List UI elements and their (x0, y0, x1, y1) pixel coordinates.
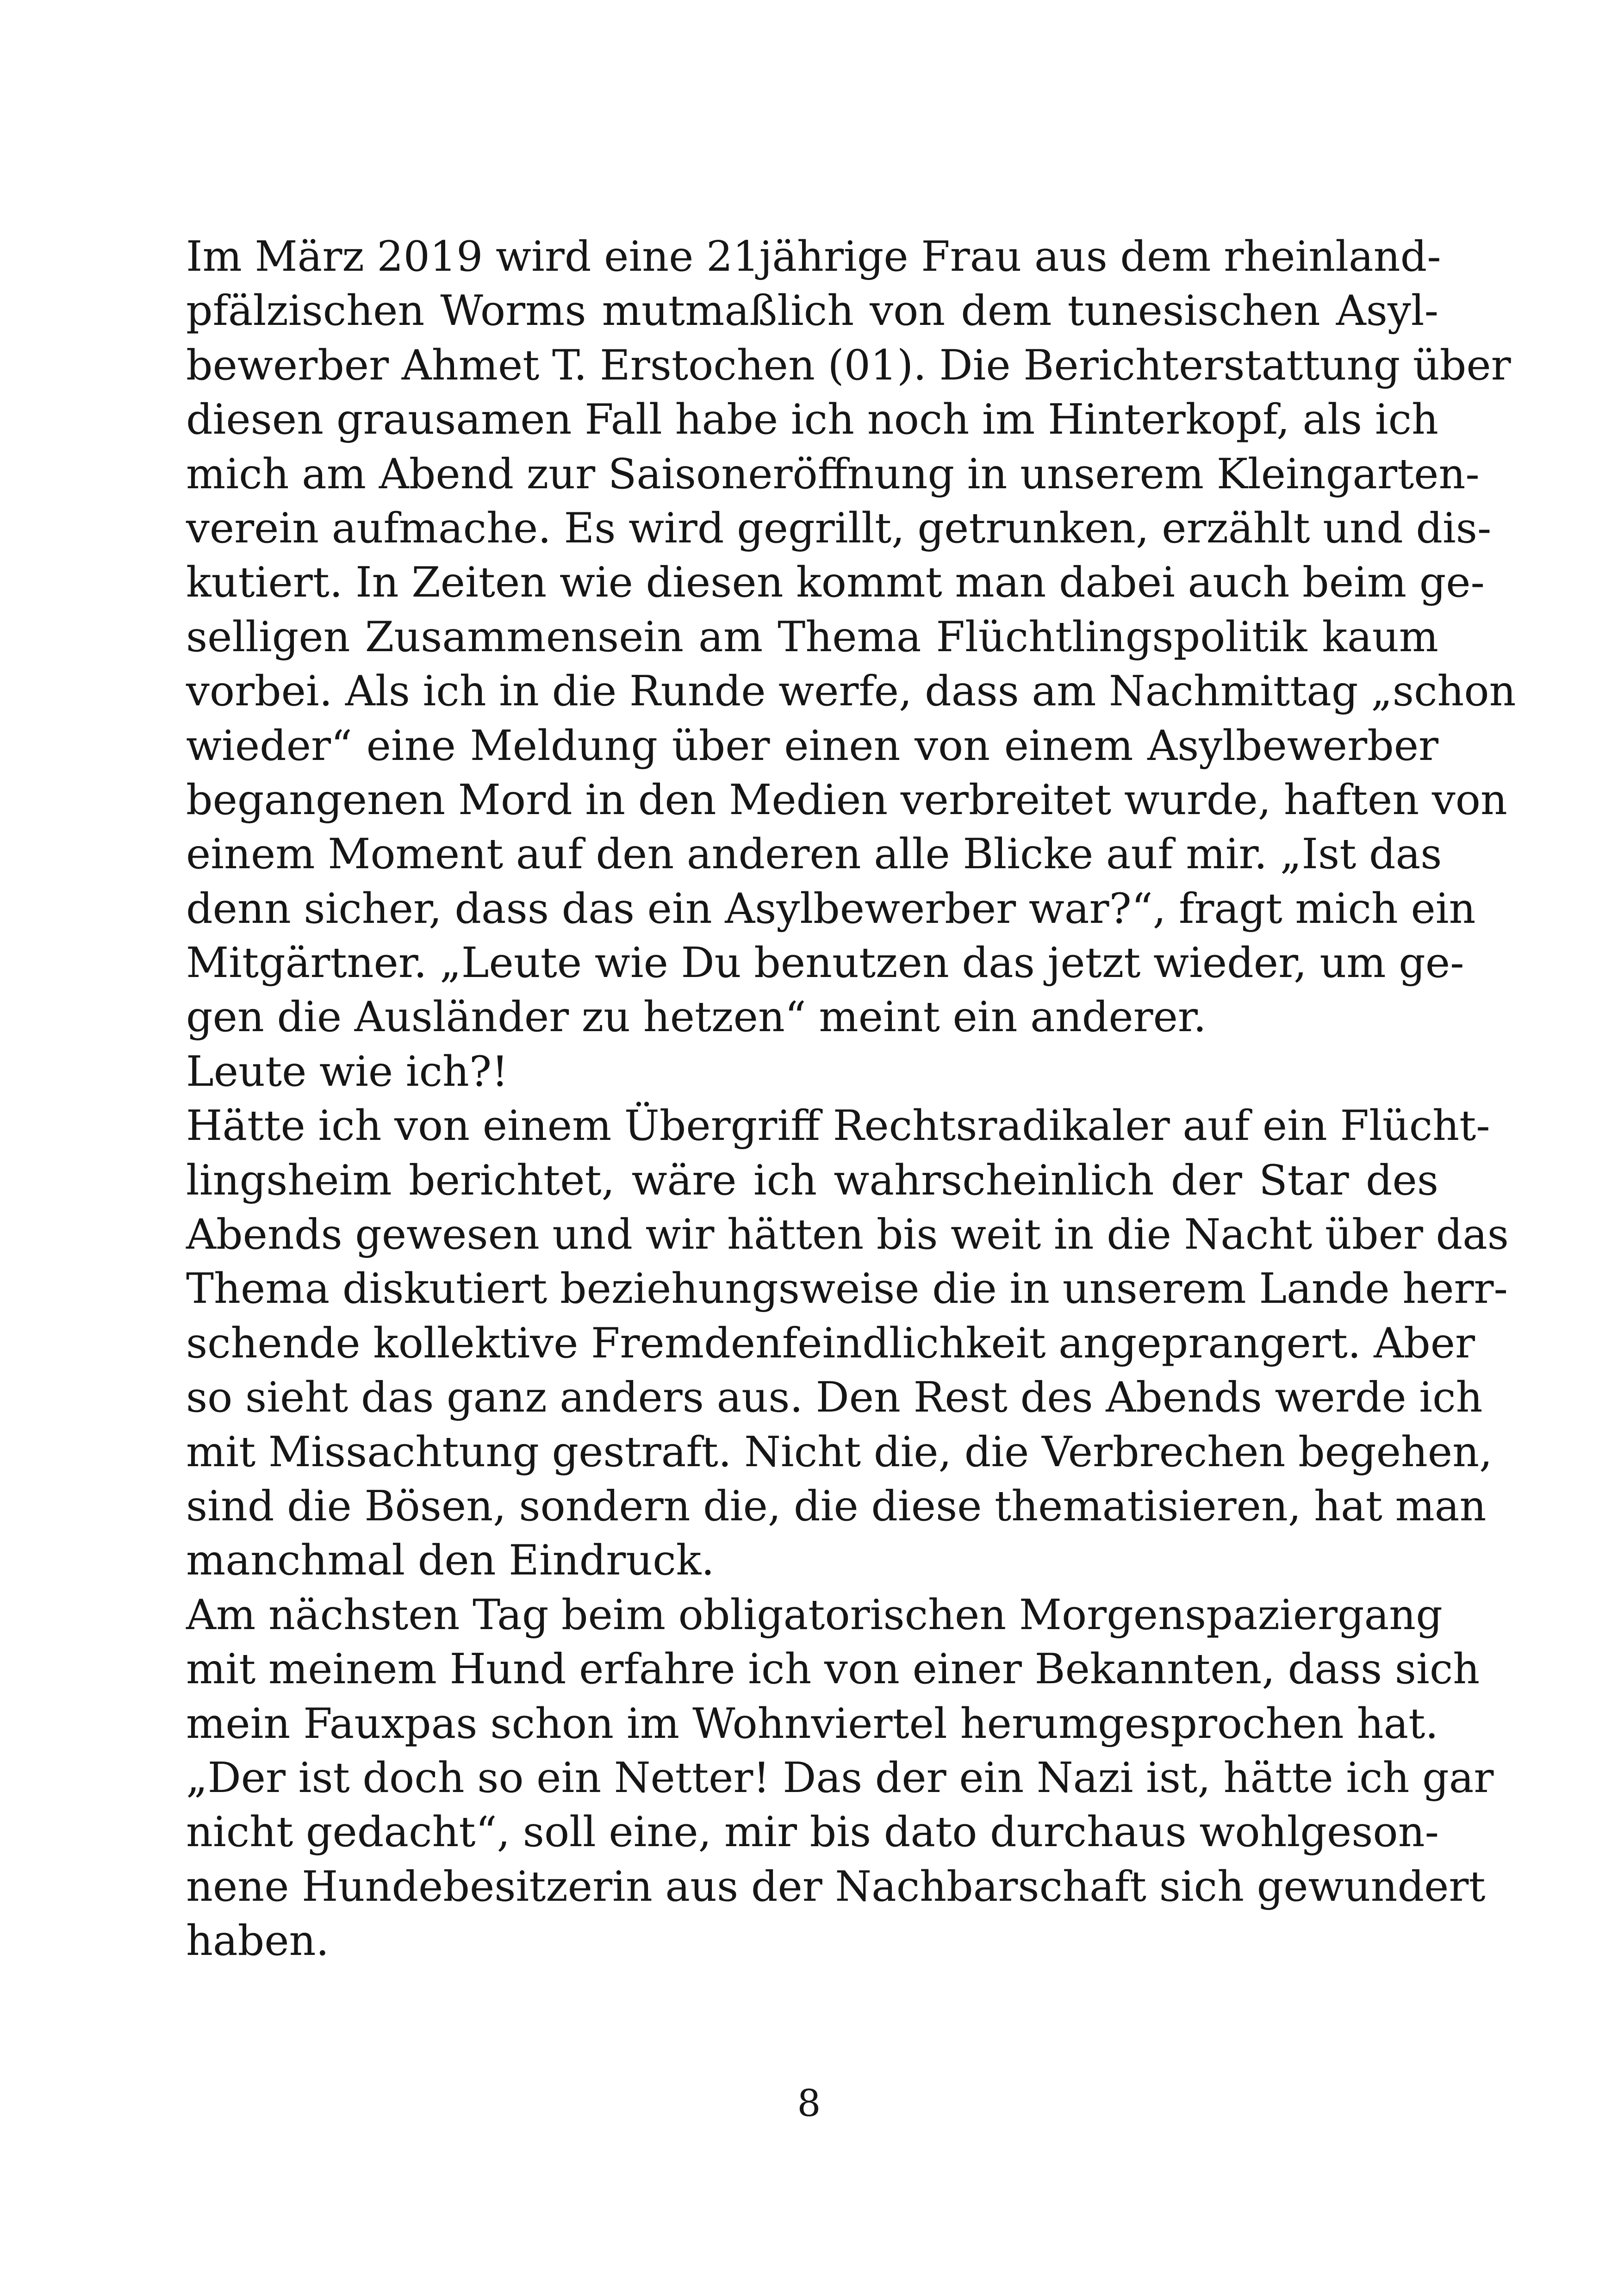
text-line: kutiert. In Zeiten wie diesen kommt man dabei auch beim ge- (186, 558, 1485, 607)
text-line: mit Missachtung gestraft. Nicht die, die Verbrechen begehen, (186, 1427, 1493, 1476)
text-line: haben. (186, 1916, 330, 1966)
text-line: schende kollektive Fremdenfeindlichkeit angeprangert. Aber (186, 1319, 1475, 1368)
text-line: einem Moment auf den anderen alle Blicke auf mir. „Ist das (186, 830, 1442, 879)
text-line: vorbei. Als ich in die Runde werfe, dass am Nachmittag „schon (186, 667, 1516, 716)
text-line: Mitgärtner. „Leute wie Du benutzen das jetzt wieder, um ge- (186, 939, 1464, 988)
text-line: „Der ist doch so ein Netter! Das der ein Nazi ist, hätte ich gar (186, 1753, 1494, 1802)
text-line: gen die Ausländer zu hetzen“ meint ein anderer. (186, 993, 1207, 1042)
text-line: mein Fauxpas schon im Wohnviertel herumgesprochen hat. (186, 1699, 1438, 1748)
text-line: mich am Abend zur Saisoneröffnung in unserem Kleingarten- (186, 449, 1480, 498)
text-line: Am nächsten Tag beim obligatorischen Morgenspaziergang (186, 1590, 1443, 1639)
body-text (186, 230, 1516, 1968)
text-line: pfälzischen Worms mutmaßlich von dem tunesischen Asyl- (186, 286, 1438, 336)
text-line: Abends gewesen und wir hätten bis weit in die Nacht über das (186, 1210, 1509, 1259)
text-line: verein aufmache. Es wird gegrillt, getrunken, erzählt und dis- (186, 504, 1492, 553)
text-line: denn sicher, dass das ein Asylbewerber war?“, fragt mich ein (186, 884, 1476, 933)
text-line: selligen Zusammensein am Thema Flüchtlingspolitik kaum (186, 612, 1438, 661)
text-line: Leute wie ich?! (186, 1047, 509, 1096)
text-line: Thema diskutiert beziehungsweise die in unserem Lande herr- (186, 1264, 1508, 1313)
text-line: nicht gedacht“, soll eine, mir bis dato durchaus wohlgeson- (186, 1808, 1439, 1857)
text-line: bewerber Ahmet T. Erstochen (01). Die Berichterstattung über (186, 341, 1511, 390)
text-line: so sieht das ganz anders aus. Den Rest des Abends werde ich (186, 1373, 1483, 1422)
text-line: lingsheim berichtet, wäre ich wahrscheinlich der Star des (186, 1156, 1438, 1205)
text-line: sind die Bösen, sondern die, die diese thematisieren, hat man (186, 1481, 1487, 1531)
text-line: manchmal den Eindruck. (186, 1536, 715, 1585)
text-line: wieder“ eine Meldung über einen von einem Asylbewerber (186, 721, 1438, 770)
text-line: diesen grausamen Fall habe ich noch im Hinterkopf, als ich (186, 395, 1438, 444)
text-line: Hätte ich von einem Übergriff Rechtsradikaler auf ein Flücht- (186, 1101, 1490, 1151)
text-line: mit meinem Hund erfahre ich von einer Bekannten, dass sich (186, 1645, 1480, 1694)
text-line: nene Hundebesitzerin aus der Nachbarschaft sich gewundert (186, 1862, 1486, 1911)
text-line: begangenen Mord in den Medien verbreitet wurde, haften von (186, 775, 1507, 824)
text-line: Im März 2019 wird eine 21jährige Frau aus dem rheinland- (186, 232, 1441, 281)
page-number: 8 (797, 2082, 821, 2125)
